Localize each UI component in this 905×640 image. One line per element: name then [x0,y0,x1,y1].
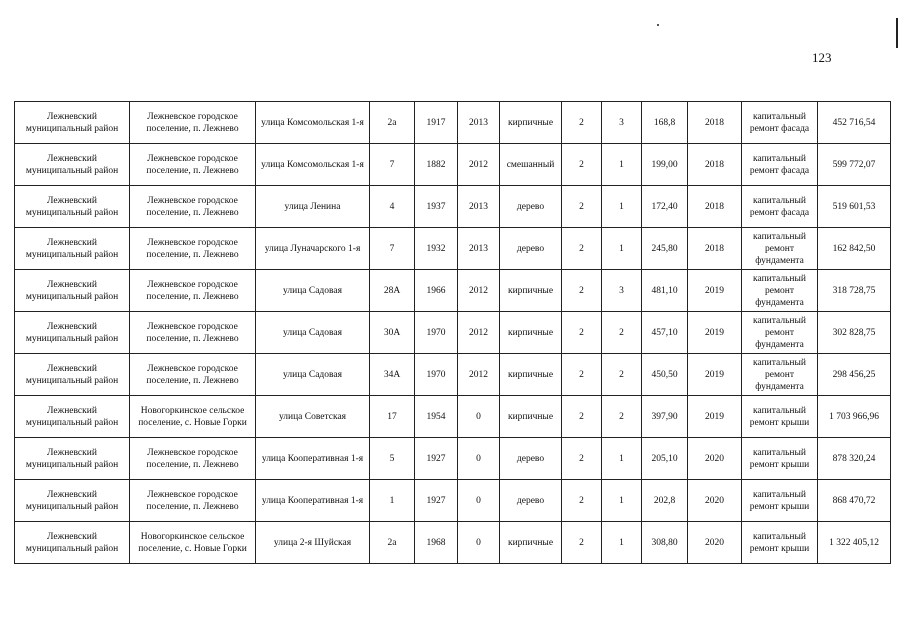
cell-area: 481,10 [642,270,688,312]
cell-district: Лежневский муниципальный район [15,102,130,144]
cell-entrances: 2 [602,312,642,354]
cell-year-built: 1917 [415,102,458,144]
cell-year-privatized: 2013 [458,228,500,270]
cell-wall-material: смешанный [500,144,562,186]
cell-cost: 599 772,07 [818,144,891,186]
cell-year-built: 1932 [415,228,458,270]
cell-area: 168,8 [642,102,688,144]
cell-year-built: 1927 [415,438,458,480]
page-number: 123 [812,50,832,65]
cell-street: улица Ленина [256,186,370,228]
cell-settlement: Лежневское городское поселение, п. Лежнево [130,186,256,228]
cell-street: улица Комсомольская 1-я [256,102,370,144]
cell-floors: 2 [562,270,602,312]
cell-wall-material: дерево [500,480,562,522]
housing-repair-table [14,101,891,564]
cell-wall-material: кирпичные [500,396,562,438]
cell-work-type: капитальный ремонт фундамента [742,270,818,312]
cell-cost: 1 322 405,12 [818,522,891,564]
cell-entrances: 2 [602,396,642,438]
cell-area: 245,80 [642,228,688,270]
cell-work-type: капитальный ремонт фасада [742,144,818,186]
cell-plan-year: 2020 [688,522,742,564]
cell-year-built: 1954 [415,396,458,438]
cell-settlement: Лежневское городское поселение, п. Лежнево [130,102,256,144]
cell-area: 199,00 [642,144,688,186]
cell-year-privatized: 2012 [458,144,500,186]
table-row [15,438,891,480]
cell-area: 172,40 [642,186,688,228]
cell-floors: 2 [562,144,602,186]
cell-area: 205,10 [642,438,688,480]
cell-settlement: Лежневское городское поселение, п. Лежнево [130,144,256,186]
cell-work-type: капитальный ремонт фундамента [742,354,818,396]
cell-entrances: 3 [602,102,642,144]
cell-work-type: капитальный ремонт фундамента [742,228,818,270]
cell-year-built: 1970 [415,312,458,354]
cell-area: 457,10 [642,312,688,354]
cell-cost: 878 320,24 [818,438,891,480]
cell-plan-year: 2020 [688,480,742,522]
cell-year-privatized: 2012 [458,312,500,354]
cell-work-type: капитальный ремонт крыши [742,438,818,480]
cell-year-privatized: 2012 [458,270,500,312]
cell-entrances: 1 [602,228,642,270]
cell-floors: 2 [562,186,602,228]
cell-year-built: 1937 [415,186,458,228]
cell-district: Лежневский муниципальный район [15,396,130,438]
cell-wall-material: кирпичные [500,522,562,564]
cell-district: Лежневский муниципальный район [15,522,130,564]
cell-work-type: капитальный ремонт крыши [742,480,818,522]
cell-year-privatized: 2013 [458,186,500,228]
cell-street: улица Комсомольская 1-я [256,144,370,186]
cell-district: Лежневский муниципальный район [15,438,130,480]
cell-plan-year: 2020 [688,438,742,480]
cell-plan-year: 2019 [688,270,742,312]
cell-plan-year: 2019 [688,396,742,438]
cell-year-built: 1968 [415,522,458,564]
cell-street: улица 2-я Шуйская [256,522,370,564]
cell-cost: 1 703 966,96 [818,396,891,438]
cell-year-built: 1966 [415,270,458,312]
table-row [15,522,891,564]
cell-district: Лежневский муниципальный район [15,144,130,186]
cell-year-built: 1927 [415,480,458,522]
cell-area: 202,8 [642,480,688,522]
table-body [15,102,891,564]
cell-district: Лежневский муниципальный район [15,354,130,396]
cell-cost: 318 728,75 [818,270,891,312]
cell-entrances: 2 [602,354,642,396]
cell-cost: 298 456,25 [818,354,891,396]
cell-house-number: 5 [370,438,415,480]
cell-cost: 162 842,50 [818,228,891,270]
table-row [15,270,891,312]
cell-settlement: Лежневское городское поселение, п. Лежнево [130,270,256,312]
cell-district: Лежневский муниципальный район [15,228,130,270]
cell-house-number: 2а [370,522,415,564]
scan-edge-mark [896,18,898,48]
cell-year-built: 1970 [415,354,458,396]
cell-street: улица Садовая [256,312,370,354]
table-row [15,102,891,144]
cell-wall-material: кирпичные [500,102,562,144]
cell-floors: 2 [562,480,602,522]
cell-street: улица Луначарского 1-я [256,228,370,270]
cell-year-privatized: 2013 [458,102,500,144]
cell-cost: 452 716,54 [818,102,891,144]
cell-settlement: Лежневское городское поселение, п. Лежнево [130,438,256,480]
cell-year-built: 1882 [415,144,458,186]
cell-wall-material: дерево [500,186,562,228]
cell-settlement: Лежневское городское поселение, п. Лежнево [130,354,256,396]
cell-house-number: 4 [370,186,415,228]
cell-work-type: капитальный ремонт фасада [742,186,818,228]
cell-district: Лежневский муниципальный район [15,186,130,228]
cell-work-type: капитальный ремонт фундамента [742,312,818,354]
cell-year-privatized: 0 [458,438,500,480]
cell-entrances: 1 [602,480,642,522]
cell-floors: 2 [562,354,602,396]
cell-cost: 302 828,75 [818,312,891,354]
cell-street: улица Садовая [256,354,370,396]
cell-area: 308,80 [642,522,688,564]
cell-house-number: 34А [370,354,415,396]
cell-settlement: Лежневское городское поселение, п. Лежнево [130,480,256,522]
cell-work-type: капитальный ремонт фасада [742,102,818,144]
cell-wall-material: кирпичные [500,354,562,396]
cell-district: Лежневский муниципальный район [15,312,130,354]
cell-house-number: 30А [370,312,415,354]
cell-settlement: Лежневское городское поселение, п. Лежнево [130,312,256,354]
table-row [15,144,891,186]
cell-cost: 868 470,72 [818,480,891,522]
cell-entrances: 1 [602,144,642,186]
cell-plan-year: 2019 [688,312,742,354]
cell-floors: 2 [562,522,602,564]
cell-entrances: 3 [602,270,642,312]
cell-entrances: 1 [602,522,642,564]
cell-house-number: 28А [370,270,415,312]
cell-house-number: 2а [370,102,415,144]
cell-floors: 2 [562,102,602,144]
cell-plan-year: 2019 [688,354,742,396]
cell-area: 397,90 [642,396,688,438]
scan-speck [657,24,659,26]
cell-entrances: 1 [602,438,642,480]
cell-floors: 2 [562,438,602,480]
cell-plan-year: 2018 [688,228,742,270]
cell-year-privatized: 2012 [458,354,500,396]
cell-district: Лежневский муниципальный район [15,480,130,522]
table-row [15,480,891,522]
cell-house-number: 17 [370,396,415,438]
cell-street: улица Кооперативная 1-я [256,438,370,480]
cell-street: улица Садовая [256,270,370,312]
table-row [15,354,891,396]
cell-settlement: Лежневское городское поселение, п. Лежнево [130,228,256,270]
table-row [15,228,891,270]
cell-work-type: капитальный ремонт крыши [742,396,818,438]
cell-house-number: 1 [370,480,415,522]
table-row [15,396,891,438]
cell-work-type: капитальный ремонт крыши [742,522,818,564]
cell-floors: 2 [562,228,602,270]
cell-settlement: Новогоркинское сельское поселение, с. Новые Горки [130,396,256,438]
cell-district: Лежневский муниципальный район [15,270,130,312]
cell-year-privatized: 0 [458,396,500,438]
cell-street: улица Советская [256,396,370,438]
cell-wall-material: дерево [500,438,562,480]
cell-settlement: Новогоркинское сельское поселение, с. Новые Горки [130,522,256,564]
cell-entrances: 1 [602,186,642,228]
cell-wall-material: кирпичные [500,312,562,354]
table-row [15,312,891,354]
cell-street: улица Кооперативная 1-я [256,480,370,522]
cell-plan-year: 2018 [688,186,742,228]
cell-plan-year: 2018 [688,144,742,186]
cell-plan-year: 2018 [688,102,742,144]
cell-year-privatized: 0 [458,522,500,564]
cell-house-number: 7 [370,144,415,186]
cell-house-number: 7 [370,228,415,270]
cell-wall-material: кирпичные [500,270,562,312]
cell-area: 450,50 [642,354,688,396]
cell-floors: 2 [562,396,602,438]
cell-floors: 2 [562,312,602,354]
cell-cost: 519 601,53 [818,186,891,228]
cell-wall-material: дерево [500,228,562,270]
cell-year-privatized: 0 [458,480,500,522]
table-row [15,186,891,228]
